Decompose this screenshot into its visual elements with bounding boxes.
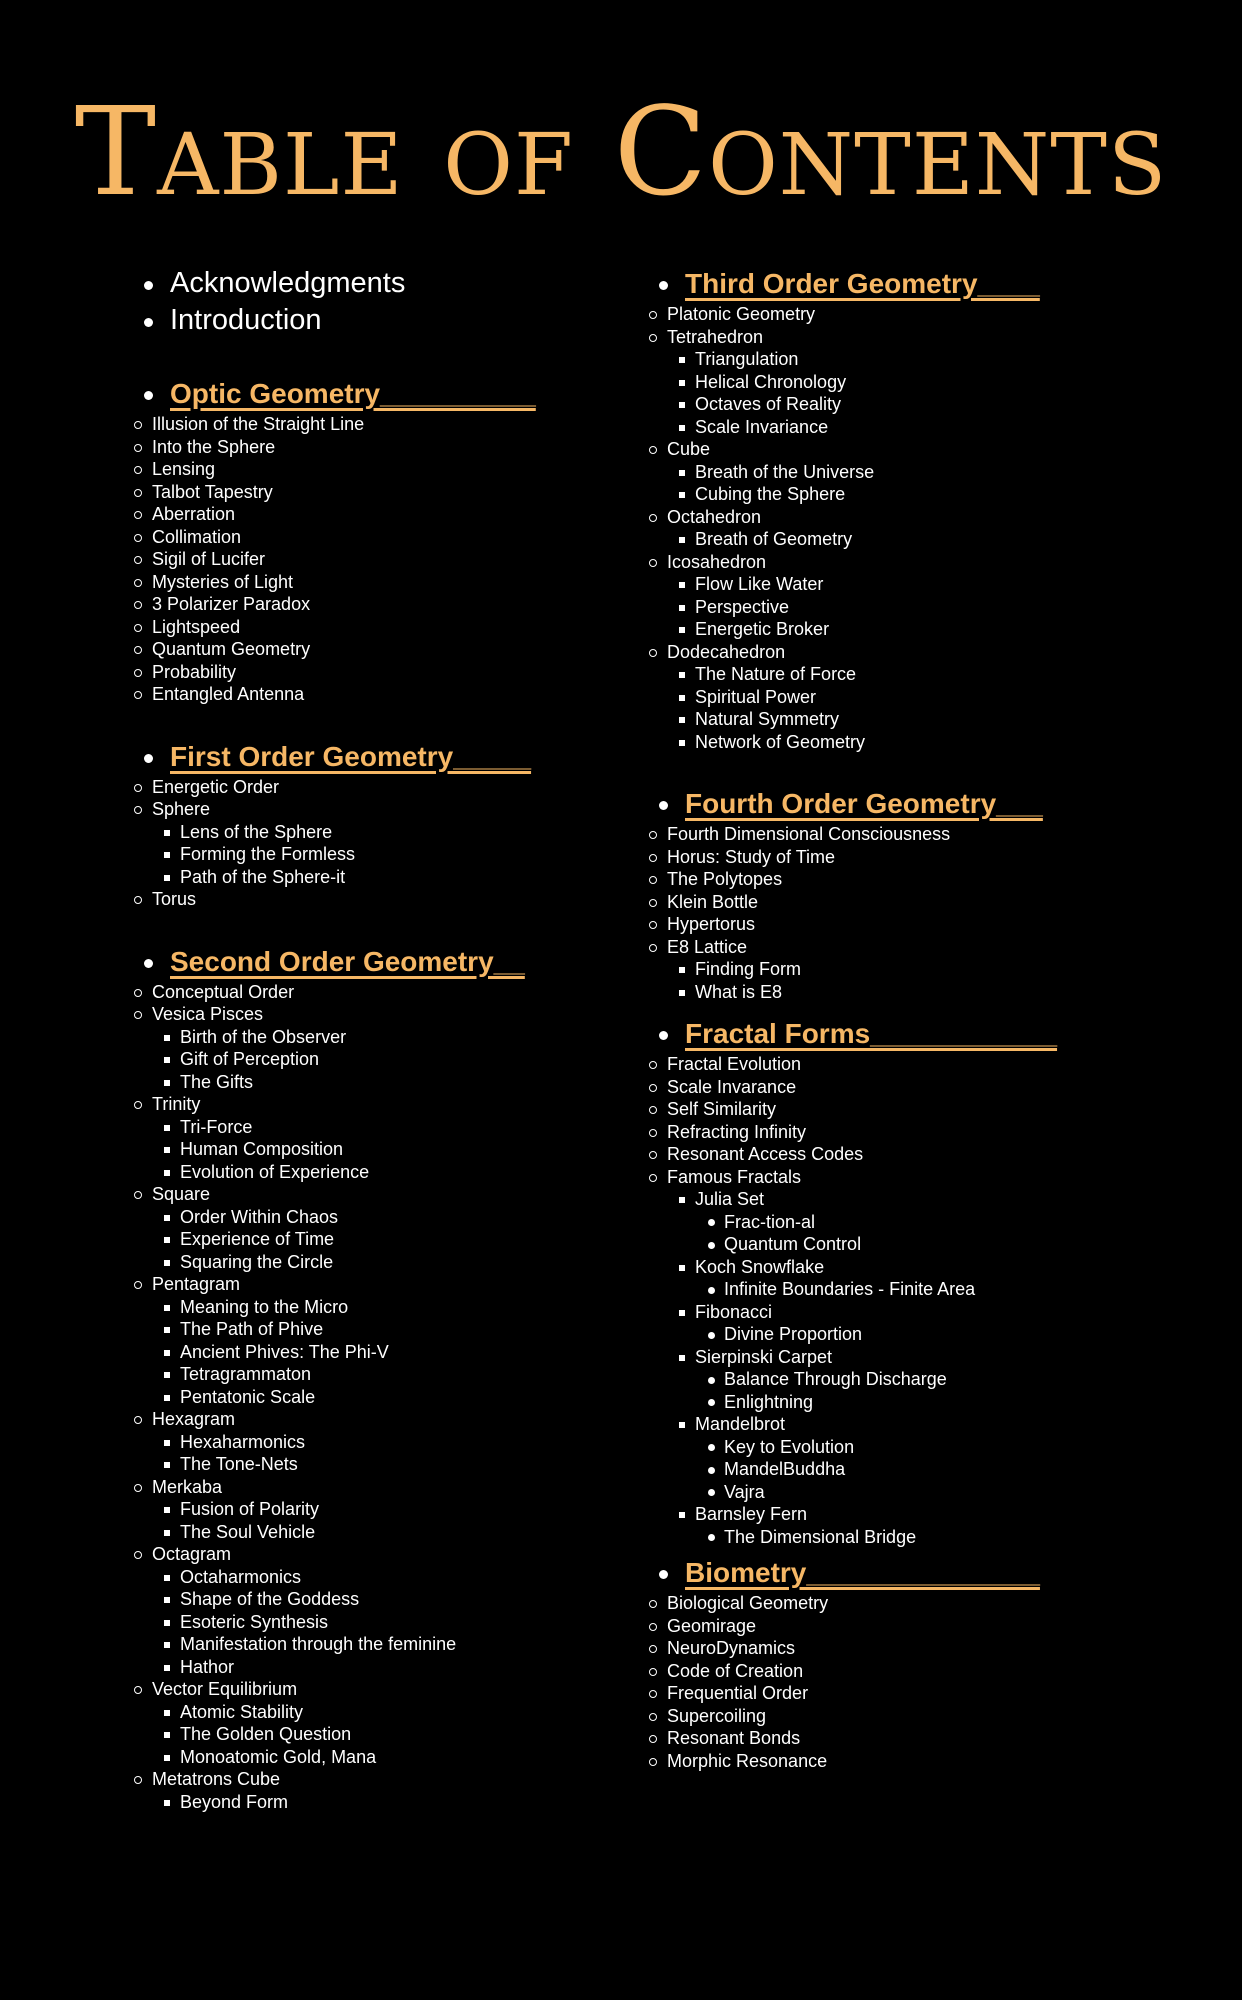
toc-item[interactable]: Forming the Formless [140, 843, 660, 866]
toc-left-column [140, 265, 660, 1813]
toc-item[interactable]: Quantum Control [655, 1233, 1175, 1256]
toc-item[interactable]: Experience of Time [140, 1228, 660, 1251]
toc-item[interactable]: Key to Evolution [655, 1436, 1175, 1459]
toc-item[interactable]: Hexaharmonics [140, 1431, 660, 1454]
toc-item[interactable]: Breath of Geometry [655, 528, 1175, 551]
toc-item[interactable]: Manifestation through the feminine [140, 1633, 660, 1656]
toc-item[interactable]: Hexagram [140, 1408, 660, 1431]
section-first-order-geometry [140, 738, 660, 776]
toc-item[interactable]: Human Composition [140, 1138, 660, 1161]
toc-item[interactable]: Square [140, 1183, 660, 1206]
toc-item[interactable]: Gift of Perception [140, 1048, 660, 1071]
toc-item[interactable]: Divine Proportion [655, 1323, 1175, 1346]
toc-item[interactable]: The Golden Question [140, 1723, 660, 1746]
toc-item[interactable]: Mandelbrot [655, 1413, 1175, 1436]
toc-item[interactable]: Evolution of Experience [140, 1161, 660, 1184]
toc-item[interactable]: Energetic Order [140, 776, 660, 799]
toc-item[interactable]: Spiritual Power [655, 686, 1175, 709]
toc-item[interactable]: Breath of the Universe [655, 461, 1175, 484]
toc-item[interactable]: Flow Like Water [655, 573, 1175, 596]
toc-item[interactable]: Tri-Force [140, 1116, 660, 1139]
section-heading[interactable]: Fractal Forms____________ [685, 1018, 1058, 1049]
toc-item[interactable]: Pentatonic Scale [140, 1386, 660, 1409]
toc-item[interactable]: Frac-tion-al [655, 1211, 1175, 1234]
toc-right-column [655, 265, 1175, 1772]
toc-item[interactable]: Fusion of Polarity [140, 1498, 660, 1521]
toc-item[interactable]: Octaharmonics [140, 1566, 660, 1589]
toc-item[interactable]: Morphic Resonance [655, 1750, 1175, 1773]
toc-item-introduction[interactable]: Introduction [140, 302, 660, 339]
toc-item[interactable]: 3 Polarizer Paradox [140, 593, 660, 616]
toc-item[interactable]: Fractal Evolution [655, 1053, 1175, 1076]
toc-item[interactable]: Horus: Study of Time [655, 846, 1175, 869]
toc-item[interactable]: Mysteries of Light [140, 571, 660, 594]
page-title: Table of Contents [74, 81, 1168, 223]
toc-item[interactable]: Shape of the Goddess [140, 1588, 660, 1611]
toc-item[interactable]: Sigil of Lucifer [140, 548, 660, 571]
toc-item[interactable]: Julia Set [655, 1188, 1175, 1211]
toc-item[interactable]: Metatrons Cube [140, 1768, 660, 1791]
toc-item[interactable]: Finding Form [655, 958, 1175, 981]
toc-item[interactable]: Self Similarity [655, 1098, 1175, 1121]
toc-item[interactable]: Collimation [140, 526, 660, 549]
section-heading[interactable]: Fourth Order Geometry___ [685, 788, 1043, 819]
toc-item[interactable]: Hathor [140, 1656, 660, 1679]
toc-item[interactable]: Dodecahedron [655, 641, 1175, 664]
toc-item[interactable]: The Soul Vehicle [140, 1521, 660, 1544]
toc-item[interactable]: Tetragrammaton [140, 1363, 660, 1386]
toc-item[interactable]: Balance Through Discharge [655, 1368, 1175, 1391]
toc-item[interactable]: Sphere [140, 798, 660, 821]
toc-item[interactable]: Energetic Broker [655, 618, 1175, 641]
toc-item[interactable]: Fibonacci [655, 1301, 1175, 1324]
toc-item[interactable]: Lensing [140, 458, 660, 481]
toc-item[interactable]: Illusion of the Straight Line [140, 413, 660, 436]
section-fourth-order-geometry [655, 785, 1175, 823]
toc-item[interactable]: Monoatomic Gold, Mana [140, 1746, 660, 1769]
toc-item[interactable]: Icosahedron [655, 551, 1175, 574]
toc-item[interactable]: Atomic Stability [140, 1701, 660, 1724]
section-heading[interactable]: Second Order Geometry__ [170, 945, 525, 977]
toc-item[interactable]: The Gifts [140, 1071, 660, 1094]
section-heading[interactable]: First Order Geometry_____ [170, 740, 532, 772]
section-heading[interactable]: Biometry_______________ [685, 1557, 1040, 1588]
toc-item[interactable]: Helical Chronology [655, 371, 1175, 394]
toc-item[interactable]: The Polytopes [655, 868, 1175, 891]
toc-item-acknowledgments[interactable]: Acknowledgments [140, 265, 660, 302]
toc-item[interactable]: Torus [140, 888, 660, 911]
toc-item[interactable]: Octaves of Reality [655, 393, 1175, 416]
toc-item[interactable]: Lightspeed [140, 616, 660, 639]
toc-item[interactable]: The Path of Phive [140, 1318, 660, 1341]
toc-item[interactable]: Koch Snowflake [655, 1256, 1175, 1279]
toc-item[interactable]: The Tone-Nets [140, 1453, 660, 1476]
toc-item[interactable]: Scale Invarance [655, 1076, 1175, 1099]
toc-item[interactable]: Path of the Sphere-it [140, 866, 660, 889]
toc-item[interactable]: Sierpinski Carpet [655, 1346, 1175, 1369]
toc-item[interactable]: Aberration [140, 503, 660, 526]
toc-item[interactable]: Esoteric Synthesis [140, 1611, 660, 1634]
toc-item[interactable]: Network of Geometry [655, 731, 1175, 754]
section-heading[interactable]: Optic Geometry__________ [170, 378, 536, 409]
toc-item[interactable]: Platonic Geometry [655, 303, 1175, 326]
section-optic-geometry [140, 375, 660, 413]
toc-item[interactable]: What is E8 [655, 981, 1175, 1004]
toc-item[interactable]: Quantum Geometry [140, 638, 660, 661]
toc-item[interactable]: Squaring the Circle [140, 1251, 660, 1274]
toc-item[interactable]: Vector Equilibrium [140, 1678, 660, 1701]
toc-item[interactable]: Trinity [140, 1093, 660, 1116]
toc-item[interactable]: Talbot Tapestry [140, 481, 660, 504]
toc-item[interactable]: Geomirage [655, 1615, 1175, 1638]
toc-item[interactable]: Refracting Infinity [655, 1121, 1175, 1144]
toc-item[interactable]: Resonant Bonds [655, 1727, 1175, 1750]
toc-item[interactable]: Beyond Form [140, 1791, 660, 1814]
toc-item[interactable]: Cubing the Sphere [655, 483, 1175, 506]
toc-item[interactable]: Biological Geometry [655, 1592, 1175, 1615]
toc-item[interactable]: Entangled Antenna [140, 683, 660, 706]
toc-item[interactable]: Tetrahedron [655, 326, 1175, 349]
toc-item[interactable]: Code of Creation [655, 1660, 1175, 1683]
toc-item[interactable]: NeuroDynamics [655, 1637, 1175, 1660]
section-biometry [655, 1554, 1175, 1592]
toc-item[interactable]: Triangulation [655, 348, 1175, 371]
toc-item[interactable]: Into the Sphere [140, 436, 660, 459]
toc-item[interactable]: Frequential Order [655, 1682, 1175, 1705]
toc-item[interactable]: Famous Fractals [655, 1166, 1175, 1189]
toc-item[interactable]: Merkaba [140, 1476, 660, 1499]
toc-item[interactable]: Probability [140, 661, 660, 684]
toc-item[interactable]: Infinite Boundaries - Finite Area [655, 1278, 1175, 1301]
toc-item[interactable]: Vesica Pisces [140, 1003, 660, 1026]
toc-item[interactable]: Lens of the Sphere [140, 821, 660, 844]
toc-item[interactable]: Meaning to the Micro [140, 1296, 660, 1319]
toc-item[interactable]: Order Within Chaos [140, 1206, 660, 1229]
toc-item[interactable]: Octagram [140, 1543, 660, 1566]
section-third-order-geometry [655, 265, 1175, 303]
toc-item[interactable]: Resonant Access Codes [655, 1143, 1175, 1166]
toc-item[interactable]: Hypertorus [655, 913, 1175, 936]
toc-item[interactable]: MandelBuddha [655, 1458, 1175, 1481]
toc-item[interactable]: Cube [655, 438, 1175, 461]
toc-item[interactable]: The Dimensional Bridge [655, 1526, 1175, 1549]
section-second-order-geometry [140, 943, 660, 981]
section-fractal-forms [655, 1015, 1175, 1053]
toc-item[interactable]: Enlightning [655, 1391, 1175, 1414]
toc-item[interactable]: Conceptual Order [140, 981, 660, 1004]
toc-item[interactable]: Pentagram [140, 1273, 660, 1296]
toc-item[interactable]: Klein Bottle [655, 891, 1175, 914]
toc-item[interactable]: The Nature of Force [655, 663, 1175, 686]
toc-item[interactable]: Octahedron [655, 506, 1175, 529]
toc-item[interactable]: Ancient Phives: The Phi-V [140, 1341, 660, 1364]
toc-item[interactable]: E8 Lattice [655, 936, 1175, 959]
optic-list [140, 413, 660, 706]
toc-item[interactable]: Perspective [655, 596, 1175, 619]
toc-item[interactable]: Supercoiling [655, 1705, 1175, 1728]
toc-item[interactable]: Birth of the Observer [140, 1026, 660, 1049]
toc-item[interactable]: Barnsley Fern [655, 1503, 1175, 1526]
section-heading[interactable]: Third Order Geometry____ [685, 268, 1040, 299]
toc-item[interactable]: Vajra [655, 1481, 1175, 1504]
toc-item[interactable]: Scale Invariance [655, 416, 1175, 439]
toc-item[interactable]: Fourth Dimensional Consciousness [655, 823, 1175, 846]
toc-item[interactable]: Natural Symmetry [655, 708, 1175, 731]
